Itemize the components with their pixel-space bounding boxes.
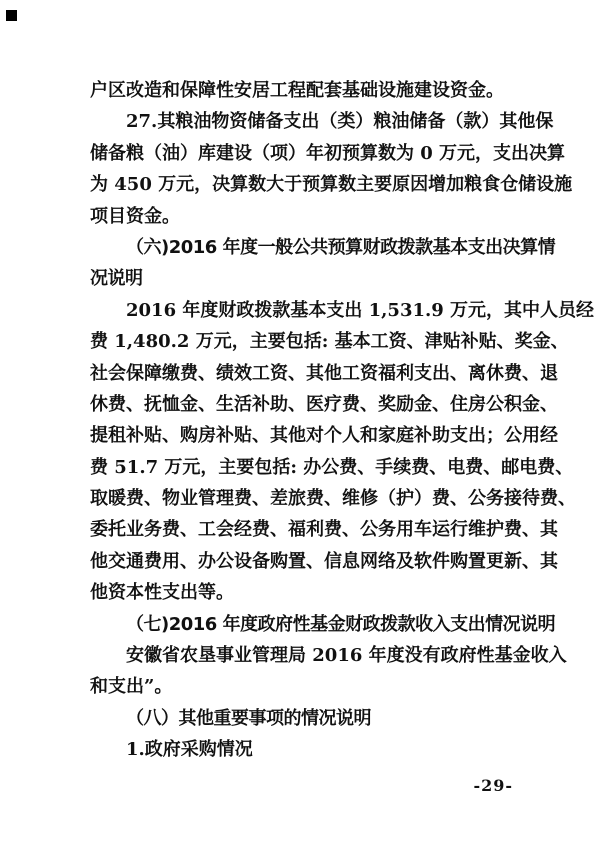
text-line: 委托业务费、工会经费、福利费、公务用车运行维护费、其 bbox=[90, 519, 558, 541]
text-line: 储备粮（油）库建设（项）年初预算数为 0 万元，支出决算 bbox=[90, 142, 566, 164]
text-line: 提租补贴、购房补贴、其他对个人和家庭补助支出；公用经 bbox=[90, 425, 558, 447]
section-heading-line: （六)2016 年度一般公共预算财政拨款基本支出决算情 bbox=[126, 236, 556, 258]
text-line: 1.政府采购情况 bbox=[126, 739, 253, 761]
scan-artifact-mark bbox=[6, 10, 17, 21]
text-line: 他资本性支出等。 bbox=[90, 582, 234, 604]
text-line: 费 1,480.2 万元，主要包括: 基本工资、津贴补贴、奖金、 bbox=[90, 331, 569, 353]
text-line: 安徽省农垦事业管理局 2016 年度没有政府性基金收入 bbox=[126, 645, 567, 667]
document-body bbox=[90, 75, 595, 766]
text-line: 社会保障缴费、绩效工资、其他工资福利支出、离休费、退 bbox=[90, 362, 558, 384]
text-line: 费 51.7 万元，主要包括: 办公费、手续费、电费、邮电费、 bbox=[90, 456, 574, 478]
text-line: 2016 年度财政拨款基本支出 1,531.9 万元，其中人员经 bbox=[126, 299, 595, 321]
text-line: 户区改造和保障性安居工程配套基础设施建设资金。 bbox=[90, 80, 504, 101]
text-line: 27.其粮油物资储备支出（类）粮油储备（款）其他保 bbox=[126, 111, 554, 133]
section-heading-line: （八）其他重要事项的情况说明 bbox=[126, 707, 371, 729]
text-line: 休费、抚恤金、生活补助、医疗费、奖励金、住房公积金、 bbox=[90, 393, 558, 415]
page-number: -29- bbox=[473, 776, 513, 795]
section-heading-line: （七)2016 年度政府性基金财政拨款收入支出情况说明 bbox=[126, 613, 556, 635]
text-line: 他交通费用、办公设备购置、信息网络及软件购置更新、其 bbox=[90, 550, 558, 572]
text-line: 项目资金。 bbox=[90, 205, 180, 227]
section-heading-line: 况说明 bbox=[90, 268, 143, 290]
text-line: 和支出”。 bbox=[90, 676, 173, 698]
text-line: 取暖费、物业管理费、差旅费、维修（护）费、公务接待费、 bbox=[90, 488, 576, 510]
text-line: 为 450 万元，决算数大于预算数主要原因增加粮食仓储设施 bbox=[90, 174, 573, 196]
